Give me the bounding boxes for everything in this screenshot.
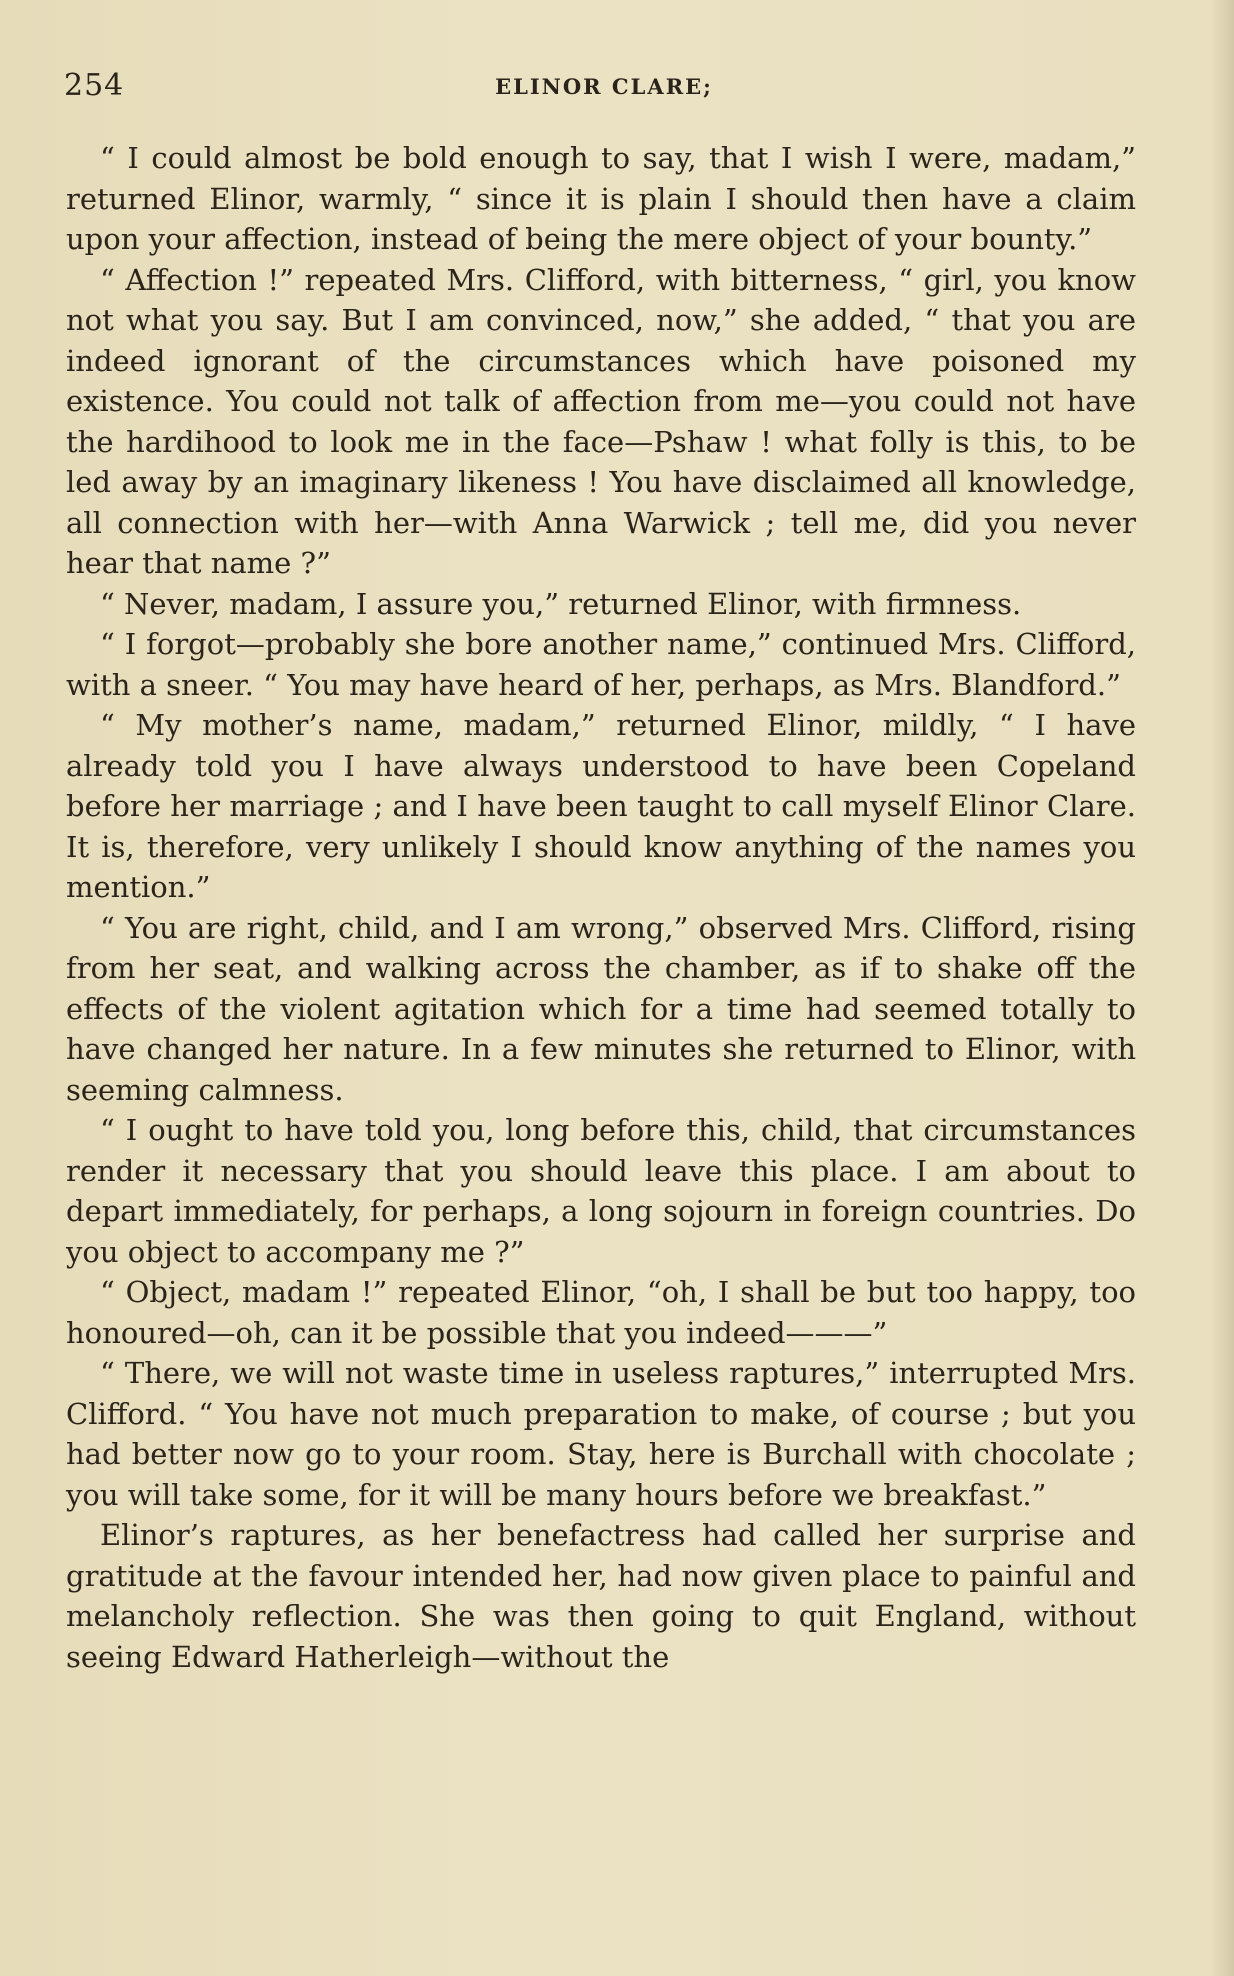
- paragraph: “ There, we will not waste time in useless raptures,” interrupted Mrs. Clifford. “ You have not much preparation to make, of course ; but you had better now go to your room. Stay, here is Burchall with chocolate ; you will take some, for it will be many hours before we breakfast.”: [66, 1356, 1136, 1512]
- paragraph: “ I forgot—probably she bore another name,” continued Mrs. Clifford, with a sneer. “ You may have heard of her, perhaps, as Mrs. Blandford.”: [66, 627, 1136, 702]
- body-text: [66, 138, 1136, 1677]
- paragraph: Elinor’s raptures, as her benefactress had called her surprise and gratitude at the favour intended her, had now given place to painful and melancholy reflection. She was then going to quit England, without seeing Edward Hatherleigh—without the: [66, 1518, 1136, 1674]
- running-title: ELINOR CLARE;: [495, 74, 713, 99]
- paragraph: “ You are right, child, and I am wrong,” observed Mrs. Clifford, rising from her seat, and walking across the chamber, as if to shake off the effects of the violent agitation which for a time had seemed totally to have changed her nature. In a few minutes she returned to Elinor, with seeming calmness.: [66, 910, 1136, 1107]
- paragraph: “ My mother’s name, madam,” returned Elinor, mildly, “ I have already told you I have always understood to have been Copeland before her marriage ; and I have been taught to call myself Elinor Clare. It is, therefore, very unlikely I should know anything of the names you mention.”: [66, 708, 1136, 904]
- paragraph: “ Object, madam !” repeated Elinor, “oh, I shall be but too happy, too honoured—oh, can it be possible that you indeed———”: [66, 1275, 1136, 1350]
- page-edge-shadow: [1210, 0, 1234, 1976]
- page-header: [64, 68, 1144, 108]
- paragraph: “ Affection !” repeated Mrs. Clifford, with bitterness, “ girl, you know not what you say. But I am convinced, now,” she added, “ that you are indeed ignorant of the circumstances which have poisoned my existence. You could not talk of affection from me—you could not have the hardihood to look me in the face—Pshaw ! what folly is this, to be led away by an imaginary likeness ! You have disclaimed all knowledge, all connection with her—with Anna Warwick ; tell me, did you never hear that name ?”: [66, 262, 1136, 580]
- paragraph: “ I ought to have told you, long before this, child, that circumstances render it necessary that you should leave this place. I am about to depart immediately, for perhaps, a long sojourn in foreign countries. Do you object to accompany me ?”: [66, 1113, 1136, 1269]
- page-number: 254: [64, 68, 125, 103]
- paragraph: “ Never, madam, I assure you,” returned Elinor, with firmness.: [100, 586, 1022, 621]
- paragraph: “ I could almost be bold enough to say, that I wish I were, madam,” returned Elinor, warmly, “ since it is plain I should then have a claim upon your affection, instead of being the mere object of your bounty.”: [66, 141, 1136, 256]
